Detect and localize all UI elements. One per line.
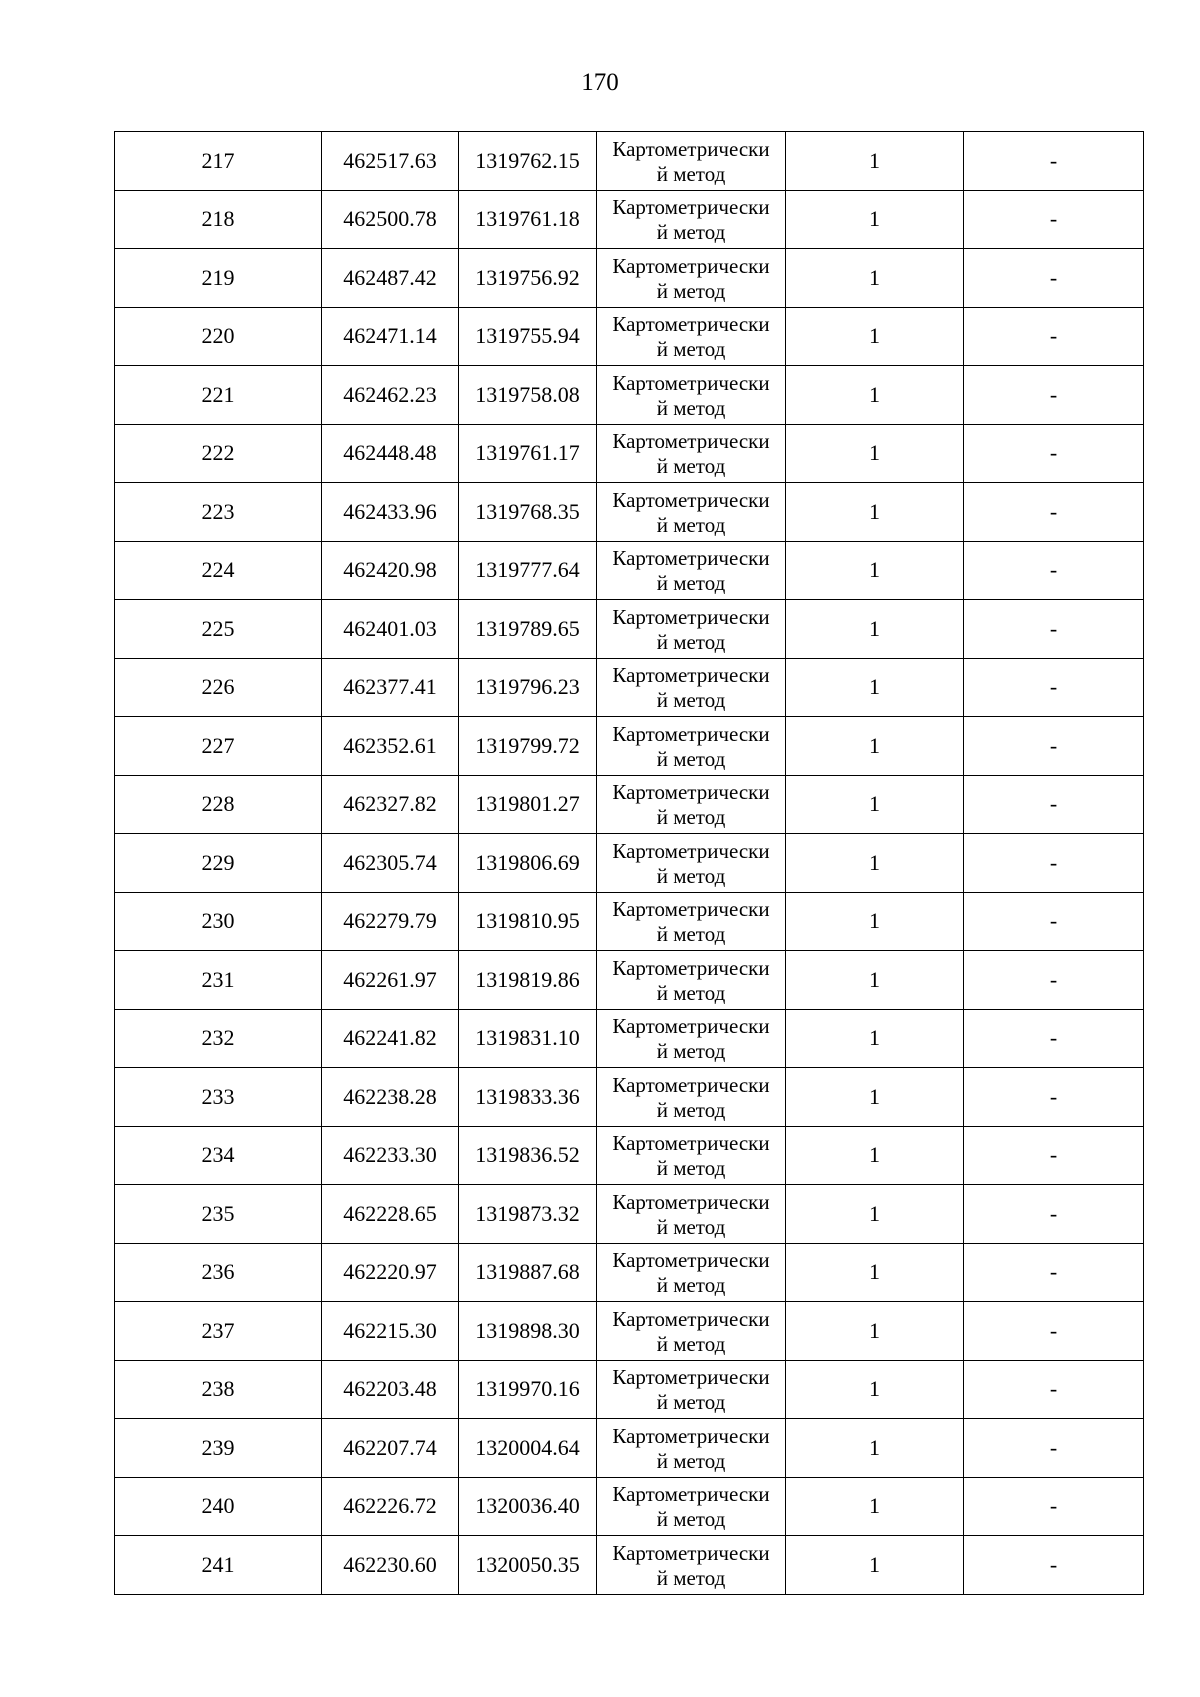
accuracy-cell: 1: [786, 951, 964, 1010]
coordinates-table-body: [115, 132, 1144, 1595]
accuracy-cell: 1: [786, 1009, 964, 1068]
method-text-line-2: й метод: [656, 512, 726, 537]
point-number-cell: 227: [115, 717, 322, 776]
method-text-line-2: й метод: [656, 688, 726, 713]
method-text-line-2: й метод: [656, 1156, 726, 1181]
note-cell: -: [964, 717, 1144, 776]
method-cell: [597, 1360, 786, 1419]
accuracy-cell: 1: [786, 1419, 964, 1478]
table-row: [115, 1536, 1144, 1595]
method-text-line-1: Картометрически: [612, 1189, 770, 1214]
table-row: [115, 1243, 1144, 1302]
method-cell: [597, 307, 786, 366]
method-text-line-1: Картометрически: [612, 1014, 770, 1039]
method-text-line-1: Картометрически: [612, 136, 770, 161]
y-coordinate-cell: 1319756.92: [459, 249, 597, 308]
method-text-line-2: й метод: [656, 1273, 726, 1298]
method-text-line-1: Картометрически: [612, 195, 770, 220]
note-cell: -: [964, 1302, 1144, 1361]
note-cell: -: [964, 366, 1144, 425]
point-number-cell: 237: [115, 1302, 322, 1361]
method-cell: [597, 249, 786, 308]
method-text-line-2: й метод: [656, 1507, 726, 1532]
x-coordinate-cell: 462377.41: [322, 658, 459, 717]
x-coordinate-cell: 462241.82: [322, 1009, 459, 1068]
y-coordinate-cell: 1319833.36: [459, 1068, 597, 1127]
method-cell: [597, 1477, 786, 1536]
y-coordinate-cell: 1319887.68: [459, 1243, 597, 1302]
table-row: [115, 424, 1144, 483]
point-number-cell: 217: [115, 132, 322, 191]
method-text-line-1: Картометрически: [612, 838, 770, 863]
note-cell: -: [964, 1360, 1144, 1419]
x-coordinate-cell: 462228.65: [322, 1185, 459, 1244]
accuracy-cell: 1: [786, 190, 964, 249]
table-row: [115, 1126, 1144, 1185]
method-text-line-2: й метод: [656, 1039, 726, 1064]
method-cell: [597, 951, 786, 1010]
method-text-line-2: й метод: [656, 922, 726, 947]
table-row: [115, 483, 1144, 542]
y-coordinate-cell: 1319873.32: [459, 1185, 597, 1244]
y-coordinate-cell: 1319970.16: [459, 1360, 597, 1419]
table-row: [115, 249, 1144, 308]
method-text-line-2: й метод: [656, 1390, 726, 1415]
accuracy-cell: 1: [786, 1068, 964, 1127]
table-row: [115, 1185, 1144, 1244]
point-number-cell: 241: [115, 1536, 322, 1595]
table-row: [115, 190, 1144, 249]
note-cell: -: [964, 834, 1144, 893]
method-cell: [597, 1536, 786, 1595]
point-number-cell: 240: [115, 1477, 322, 1536]
coordinates-table: [114, 131, 1144, 1595]
table-row: [115, 1068, 1144, 1127]
method-cell: [597, 1009, 786, 1068]
y-coordinate-cell: 1319810.95: [459, 892, 597, 951]
method-text-line-1: Картометрически: [612, 1482, 770, 1507]
y-coordinate-cell: 1319768.35: [459, 483, 597, 542]
method-text-line-1: Картометрически: [612, 312, 770, 337]
y-coordinate-cell: 1319819.86: [459, 951, 597, 1010]
accuracy-cell: 1: [786, 1185, 964, 1244]
note-cell: -: [964, 1536, 1144, 1595]
accuracy-cell: 1: [786, 717, 964, 776]
accuracy-cell: 1: [786, 249, 964, 308]
point-number-cell: 235: [115, 1185, 322, 1244]
note-cell: -: [964, 1419, 1144, 1478]
accuracy-cell: 1: [786, 424, 964, 483]
note-cell: -: [964, 1009, 1144, 1068]
table-row: [115, 775, 1144, 834]
note-cell: -: [964, 541, 1144, 600]
note-cell: -: [964, 1185, 1144, 1244]
table-row: [115, 541, 1144, 600]
method-cell: [597, 717, 786, 776]
method-cell: [597, 775, 786, 834]
x-coordinate-cell: 462500.78: [322, 190, 459, 249]
accuracy-cell: 1: [786, 775, 964, 834]
method-text-line-1: Картометрически: [612, 253, 770, 278]
x-coordinate-cell: 462203.48: [322, 1360, 459, 1419]
method-text-line-1: Картометрически: [612, 487, 770, 512]
y-coordinate-cell: 1319799.72: [459, 717, 597, 776]
x-coordinate-cell: 462420.98: [322, 541, 459, 600]
y-coordinate-cell: 1319806.69: [459, 834, 597, 893]
point-number-cell: 226: [115, 658, 322, 717]
point-number-cell: 220: [115, 307, 322, 366]
accuracy-cell: 1: [786, 1536, 964, 1595]
point-number-cell: 219: [115, 249, 322, 308]
note-cell: -: [964, 132, 1144, 191]
method-text-line-1: Картометрически: [612, 1365, 770, 1390]
note-cell: -: [964, 307, 1144, 366]
y-coordinate-cell: 1319801.27: [459, 775, 597, 834]
table-row: [115, 1302, 1144, 1361]
y-coordinate-cell: 1319755.94: [459, 307, 597, 366]
method-cell: [597, 1419, 786, 1478]
method-text-line-1: Картометрически: [612, 1248, 770, 1273]
method-text-line-1: Картометрически: [612, 370, 770, 395]
method-text-line-1: Картометрически: [612, 1072, 770, 1097]
x-coordinate-cell: 462261.97: [322, 951, 459, 1010]
method-text-line-1: Картометрически: [612, 546, 770, 571]
x-coordinate-cell: 462230.60: [322, 1536, 459, 1595]
y-coordinate-cell: 1319761.18: [459, 190, 597, 249]
note-cell: -: [964, 1126, 1144, 1185]
x-coordinate-cell: 462238.28: [322, 1068, 459, 1127]
x-coordinate-cell: 462471.14: [322, 307, 459, 366]
method-text-line-2: й метод: [656, 805, 726, 830]
point-number-cell: 224: [115, 541, 322, 600]
note-cell: -: [964, 1477, 1144, 1536]
method-cell: [597, 483, 786, 542]
x-coordinate-cell: 462327.82: [322, 775, 459, 834]
method-cell: [597, 1068, 786, 1127]
table-row: [115, 1419, 1144, 1478]
method-text-line-2: й метод: [656, 395, 726, 420]
method-text-line-2: й метод: [656, 1097, 726, 1122]
method-cell: [597, 1302, 786, 1361]
method-text-line-2: й метод: [656, 1565, 726, 1590]
method-text-line-1: Картометрически: [612, 1540, 770, 1565]
point-number-cell: 238: [115, 1360, 322, 1419]
y-coordinate-cell: 1319796.23: [459, 658, 597, 717]
note-cell: -: [964, 483, 1144, 542]
method-cell: [597, 366, 786, 425]
accuracy-cell: 1: [786, 483, 964, 542]
method-text-line-1: Картометрически: [612, 1306, 770, 1331]
method-cell: [597, 1185, 786, 1244]
y-coordinate-cell: 1319761.17: [459, 424, 597, 483]
table-row: [115, 1360, 1144, 1419]
point-number-cell: 222: [115, 424, 322, 483]
accuracy-cell: 1: [786, 132, 964, 191]
table-row: [115, 1009, 1144, 1068]
x-coordinate-cell: 462517.63: [322, 132, 459, 191]
method-text-line-2: й метод: [656, 454, 726, 479]
method-text-line-1: Картометрически: [612, 604, 770, 629]
y-coordinate-cell: 1319831.10: [459, 1009, 597, 1068]
point-number-cell: 236: [115, 1243, 322, 1302]
table-row: [115, 600, 1144, 659]
accuracy-cell: 1: [786, 834, 964, 893]
method-text-line-2: й метод: [656, 1214, 726, 1239]
y-coordinate-cell: 1319762.15: [459, 132, 597, 191]
point-number-cell: 218: [115, 190, 322, 249]
point-number-cell: 230: [115, 892, 322, 951]
accuracy-cell: 1: [786, 892, 964, 951]
note-cell: -: [964, 249, 1144, 308]
x-coordinate-cell: 462207.74: [322, 1419, 459, 1478]
table-row: [115, 658, 1144, 717]
y-coordinate-cell: 1319758.08: [459, 366, 597, 425]
method-text-line-1: Картометрически: [612, 897, 770, 922]
method-text-line-2: й метод: [656, 337, 726, 362]
method-cell: [597, 190, 786, 249]
table-row: [115, 1477, 1144, 1536]
y-coordinate-cell: 1319777.64: [459, 541, 597, 600]
point-number-cell: 239: [115, 1419, 322, 1478]
method-text-line-2: й метод: [656, 161, 726, 186]
y-coordinate-cell: 1319789.65: [459, 600, 597, 659]
method-text-line-2: й метод: [656, 863, 726, 888]
table-row: [115, 892, 1144, 951]
method-text-line-2: й метод: [656, 746, 726, 771]
method-text-line-2: й метод: [656, 278, 726, 303]
method-text-line-1: Картометрически: [612, 663, 770, 688]
x-coordinate-cell: 462462.23: [322, 366, 459, 425]
note-cell: -: [964, 600, 1144, 659]
table-row: [115, 951, 1144, 1010]
method-text-line-1: Картометрически: [612, 429, 770, 454]
method-cell: [597, 834, 786, 893]
accuracy-cell: 1: [786, 366, 964, 425]
method-text-line-2: й метод: [656, 1448, 726, 1473]
point-number-cell: 232: [115, 1009, 322, 1068]
method-cell: [597, 541, 786, 600]
note-cell: -: [964, 658, 1144, 717]
x-coordinate-cell: 462352.61: [322, 717, 459, 776]
method-cell: [597, 600, 786, 659]
x-coordinate-cell: 462220.97: [322, 1243, 459, 1302]
note-cell: -: [964, 424, 1144, 483]
point-number-cell: 221: [115, 366, 322, 425]
method-text-line-1: Картометрически: [612, 1131, 770, 1156]
accuracy-cell: 1: [786, 1243, 964, 1302]
x-coordinate-cell: 462226.72: [322, 1477, 459, 1536]
accuracy-cell: 1: [786, 1360, 964, 1419]
point-number-cell: 233: [115, 1068, 322, 1127]
accuracy-cell: 1: [786, 1126, 964, 1185]
x-coordinate-cell: 462233.30: [322, 1126, 459, 1185]
method-text-line-1: Картометрически: [612, 1423, 770, 1448]
x-coordinate-cell: 462305.74: [322, 834, 459, 893]
method-text-line-2: й метод: [656, 571, 726, 596]
page-number: 170: [581, 69, 619, 96]
method-text-line-2: й метод: [656, 980, 726, 1005]
note-cell: -: [964, 190, 1144, 249]
method-cell: [597, 1243, 786, 1302]
x-coordinate-cell: 462448.48: [322, 424, 459, 483]
table-row: [115, 307, 1144, 366]
accuracy-cell: 1: [786, 541, 964, 600]
accuracy-cell: 1: [786, 1302, 964, 1361]
x-coordinate-cell: 462279.79: [322, 892, 459, 951]
accuracy-cell: 1: [786, 600, 964, 659]
y-coordinate-cell: 1319836.52: [459, 1126, 597, 1185]
y-coordinate-cell: 1320036.40: [459, 1477, 597, 1536]
method-cell: [597, 1126, 786, 1185]
accuracy-cell: 1: [786, 307, 964, 366]
note-cell: -: [964, 951, 1144, 1010]
method-text-line-1: Картометрически: [612, 955, 770, 980]
note-cell: -: [964, 1068, 1144, 1127]
point-number-cell: 231: [115, 951, 322, 1010]
accuracy-cell: 1: [786, 658, 964, 717]
table-row: [115, 834, 1144, 893]
method-cell: [597, 892, 786, 951]
y-coordinate-cell: 1320050.35: [459, 1536, 597, 1595]
x-coordinate-cell: 462487.42: [322, 249, 459, 308]
note-cell: -: [964, 1243, 1144, 1302]
y-coordinate-cell: 1319898.30: [459, 1302, 597, 1361]
x-coordinate-cell: 462433.96: [322, 483, 459, 542]
point-number-cell: 229: [115, 834, 322, 893]
method-text-line-1: Картометрически: [612, 721, 770, 746]
method-cell: [597, 132, 786, 191]
method-cell: [597, 658, 786, 717]
y-coordinate-cell: 1320004.64: [459, 1419, 597, 1478]
method-text-line-2: й метод: [656, 629, 726, 654]
table-row: [115, 366, 1144, 425]
point-number-cell: 234: [115, 1126, 322, 1185]
method-text-line-2: й метод: [656, 1331, 726, 1356]
method-cell: [597, 424, 786, 483]
method-text-line-2: й метод: [656, 220, 726, 245]
point-number-cell: 228: [115, 775, 322, 834]
method-text-line-1: Картометрически: [612, 780, 770, 805]
point-number-cell: 225: [115, 600, 322, 659]
table-row: [115, 717, 1144, 776]
note-cell: -: [964, 892, 1144, 951]
note-cell: -: [964, 775, 1144, 834]
accuracy-cell: 1: [786, 1477, 964, 1536]
point-number-cell: 223: [115, 483, 322, 542]
table-row: [115, 132, 1144, 191]
x-coordinate-cell: 462401.03: [322, 600, 459, 659]
x-coordinate-cell: 462215.30: [322, 1302, 459, 1361]
